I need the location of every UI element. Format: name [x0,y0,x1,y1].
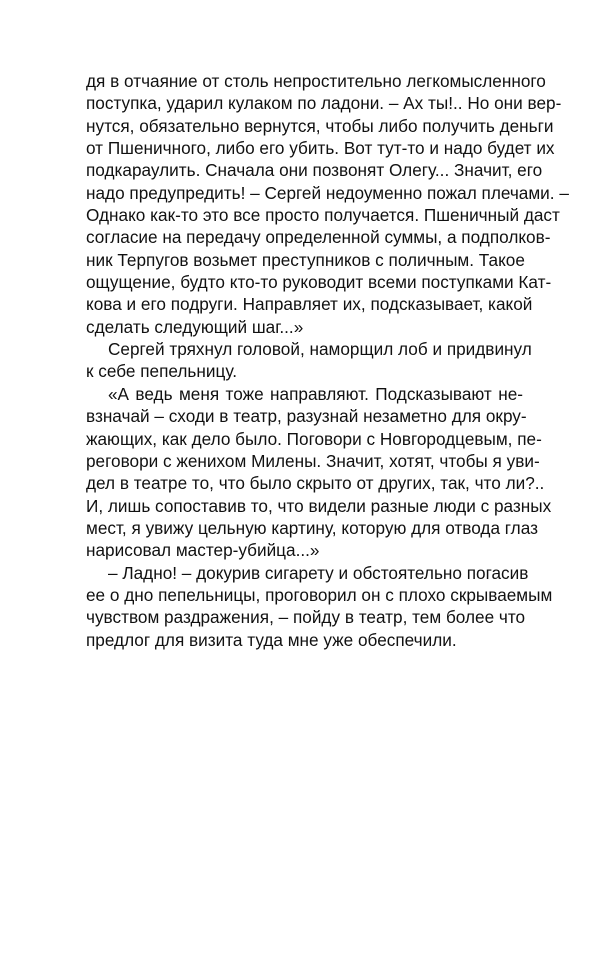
paragraph-1-line-1: дя в отчаяние от столь непростительно легкомысленного [86,71,546,91]
page-text [86,70,569,651]
paragraph-1-line-9: ник Терпугов возьмет преступников с поличным. Такое [86,249,525,270]
paragraph-1-line-10: ощущение, будто кто-то руководит всеми поступками Кат- [86,272,552,293]
paragraph-1-line-5: подкараулить. Сначала они позвонят Олегу... Значит, его [86,160,543,181]
paragraph-2-line-1: Сергей тряхнул головой, наморщил лоб и придвинул [108,339,532,360]
paragraph-3-line-1: «А ведь меня тоже направляют. Подсказывают не- [108,383,523,404]
paragraph-3-line-7: мест, я увижу цельную картину, которую для отвода глаз [86,517,538,538]
paragraph-2-line-2: к себе пепельницу. [86,361,237,382]
paragraph-1-line-12: сделать следующий шаг...» [86,316,304,337]
paragraph-3-line-6: И, лишь сопоставив то, что видели разные люди с разных [86,495,552,516]
paragraph-1-line-8: согласие на передачу определенной суммы, а подполков- [86,227,551,248]
paragraph-4-line-2: ее о дно пепельницы, проговорил он с плохо скрываемым [86,584,553,605]
paragraph-3-line-5: дел в театре то, что было скрыто от других, так, что ли?.. [86,473,545,494]
paragraph-4-line-1: – Ладно! – докурив сигарету и обстоятельно погасив [108,562,529,583]
paragraph-1-line-3: нутся, обязательно вернутся, чтобы либо получить деньги [86,115,554,136]
paragraph-4-line-4: предлог для визита туда мне уже обеспечили. [86,629,457,650]
paragraph-1-line-2: поступка, ударил кулаком по ладони. – Ах ты!.. Но они вер- [86,93,562,114]
paragraph-3-line-8: нарисовал мастер-убийца...» [86,540,320,561]
paragraph-3-line-2: взначай – сходи в театр, разузнай незаметно для окру- [86,406,527,427]
paragraph-4-line-3: чувством раздражения, – пойду в театр, тем более что [86,607,526,628]
paragraph-1-line-6: надо предупредить! – Сергей недоуменно пожал плечами. – [86,182,569,203]
paragraph-1-line-11: кова и его подруги. Направляет их, подсказывает, какой [86,294,533,315]
paragraph-1-line-7: Однако как-то это все просто получается. Пшеничный даст [86,205,560,226]
paragraph-1-line-4: от Пшеничного, либо его убить. Вот тут-то и надо будет их [86,138,555,159]
paragraph-3-line-3: жающих, как дело было. Поговори с Новгородцевым, пе- [86,428,542,449]
paragraph-3-line-4: реговори с женихом Милены. Значит, хотят, чтобы я уви- [86,450,540,471]
